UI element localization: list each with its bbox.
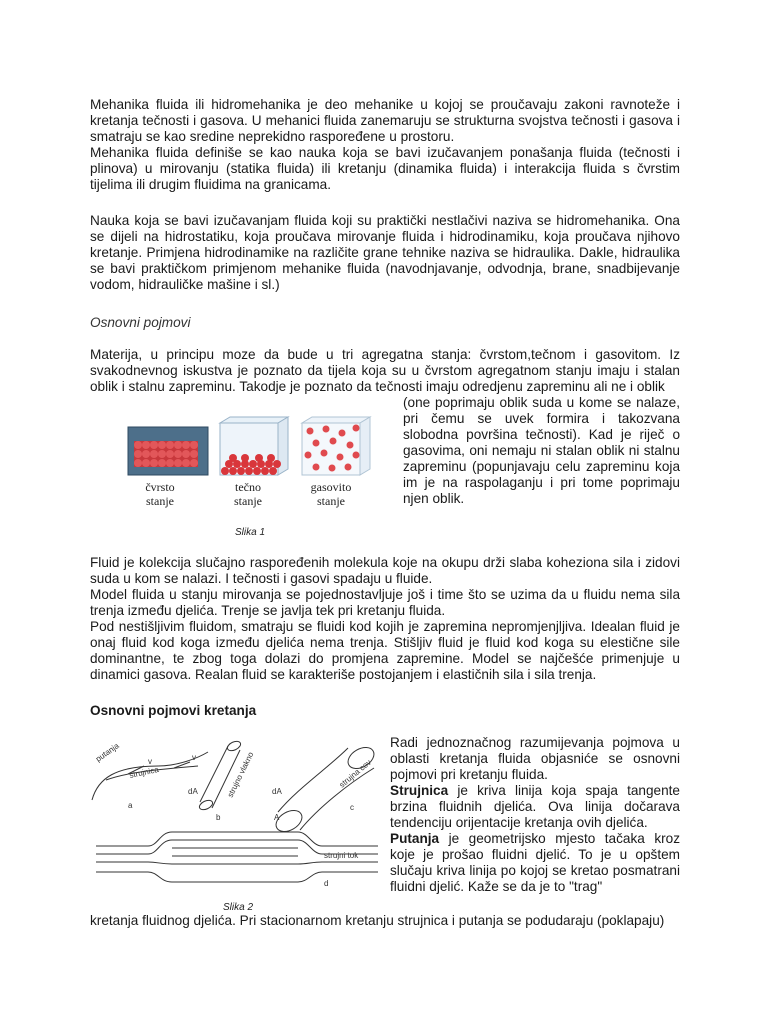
figure-flow-concepts [88,728,388,918]
section2-heading: Osnovni pojmovi kretanja [90,703,257,718]
streamline-label: strujnica [128,764,160,780]
intro-paragraph-1: Mehanika fluida ili hidromehanika je deo mehanike u kojoj se proučavaju zakoni ravnoteže i kretanja tečnosti i gasova. U mehanici fluida zanemaruju se strukturna svojstva tečnosti i gasova i smatraju se kao sredine neprekidno raspoređene u prostoru. [90,97,680,144]
stream-filament-label: strujno vlakno [225,750,256,799]
solid-particles [134,441,198,467]
section2-heading-block [90,703,680,719]
section2-last-line-block [90,913,680,929]
gas-container [302,417,370,475]
label-b: b [216,813,221,822]
section1-paragraphs-block [90,555,680,683]
section2-last-line: kretanja fluidnog djelića. Pri stacionarnom kretanju strujnica i putanja se podudaraju (poklapaju) [90,913,665,928]
intro-paragraph-3-block [90,213,680,293]
solid-label-2: stanje [146,494,174,508]
states-of-matter-image [120,415,390,545]
solid-label-1: čvrsto [145,480,175,494]
label-c: c [350,803,354,812]
label-a: a [128,801,133,810]
liquid-container [220,417,288,475]
section1-heading-block [90,315,680,331]
label-d: d [324,879,329,888]
intro-paragraph-2: Mehanika fluida definiše se kao nauka koja se bavi izučavanjem ponašanja fluida (tečnosti i plinova) u mirovanju (statika fluida) ili kretanju (dinamika fluida) i interakcija fluida s čvrstim tijelima ili drugim fluidima na granicama. [90,145,680,192]
section1-heading: Osnovni pojmovi [90,315,191,330]
velocity-label-2: v [192,753,196,762]
term-putanja: Putanja [390,831,440,846]
section1-paragraph-4: Pod nestišljivim fluidom, smatraju se fluidi kod kojih je zapremina nepromjenjljiva. Idealan fluid je onaj fluid kod koga između djelića nema trenja. Stišljiv fluid je fluid kod koga su elestične sile dominantne, te zbog toga dolazi do promjena zapremine. Model se najčešće primenjuje u dinamici gasova. Realan fluid se karakteriše postojanjem i elastičnih sila i sila trenja. [90,619,680,682]
label-dA-c: dA [272,787,282,796]
section2-wrap-text [390,735,680,895]
term-strujnica-text: je kriva linija koja spaja tangente brzina fluidnih djelića. Ova linija dočarava tendenciju orijentacije kretanja ovih djelića. [390,783,680,830]
figure-states-of-matter [120,415,390,545]
velocity-label-1: v [148,757,152,766]
intro-paragraph-3: Nauka koja se bavi izučavanjam fluida koji su praktički nestlačivi naziva se hidromehanika. Ona se dijeli na hidrostatiku, koja proučava mirovanje fluida i hidrodinamiku, koja proučava njihovo kretanje. Primjena hidrodinamike na različite grane tehnike naziva se hidraulika. Dakle, hidraulika se bavi praktičkom primjenom mehanike fluida (navodnjavanje, odvodnja, brane, snadbijevanje vodom, hidrauličke mašine i sl.) [90,213,680,292]
figure-1-caption: Slika 1 [234,527,266,538]
term-putanja-text: je geometrijsko mjesto tačaka kroz koje je prošao fluidni djelić. To je u opštem slučaju kriva linija po kojoj se kretao posmatrani fluidni djelić. Kaže se da je to "trag" [390,831,680,894]
section2-paragraph-1: Radi jednoznačnog razumijevanja pojmova u oblasti kretanja fluida objasniće se osnovni pojmovi pri kretanju fluida. [390,735,680,782]
section1-paragraph-2: Fluid je kolekcija slučajno raspoređenih molekula koje na okupu drži slaba koheziona sila i zidovi suda u kom se nalazi. I tečnosti i gasovi spadaju u fluide. [90,555,680,586]
term-strujnica: Strujnica [390,783,449,798]
label-dA-b: dA [188,787,198,796]
section1-paragraph-1-wrap: (one poprimaju oblik suda u kome se nalaze, pri čemu se uvek formira i takozvana slobodna površina tečnosti). Kad je riječ o gasovima, oni nemaju ni stalan oblik ni stalnu zapreminu (popunjavaju celu zapreminu koja im je na raspolaganju i pri tome poprimaju njen oblik. [403,395,680,506]
section1-paragraph-1: Materija, u principu moze da bude u tri agregatna stanja: čvrstom,tečnom i gasovitom. Iz svakodnevnog iskustva je poznato da tijela koja su u čvrstom agregatnom stanju imaju i stalan oblik i stalnu zapreminu. Takodje je poznato da tečnosti imaju odredjenu zapreminu ali ne i oblik [90,347,680,394]
section1-paragraph-3: Model fluida u stanju mirovanja se pojednostavljuje još i time što se uzima da u fluidu nema sila trenja između djelića. Trenje se javlja tek pri kretanju fluida. [90,587,680,618]
figure-2-caption: Slika 2 [222,902,254,913]
label-A: A [274,813,280,822]
section2-term-2-paragraph [390,831,680,895]
flow-concepts-image [88,728,388,918]
section2-term-1-paragraph [390,783,680,831]
liquid-label-1: tečno [235,480,261,494]
path-label: putanja [93,741,121,764]
section1-wrap-text [403,395,680,507]
gas-label-2: stanje [317,494,345,508]
stream-tube-label: strujna cev [337,757,373,790]
gas-label-1: gasovito [310,480,352,494]
stream-flow-label: strujni tok [324,851,359,860]
section1-paragraph-1-block [90,347,680,395]
liquid-label-2: stanje [234,494,262,508]
intro-section [90,97,680,193]
